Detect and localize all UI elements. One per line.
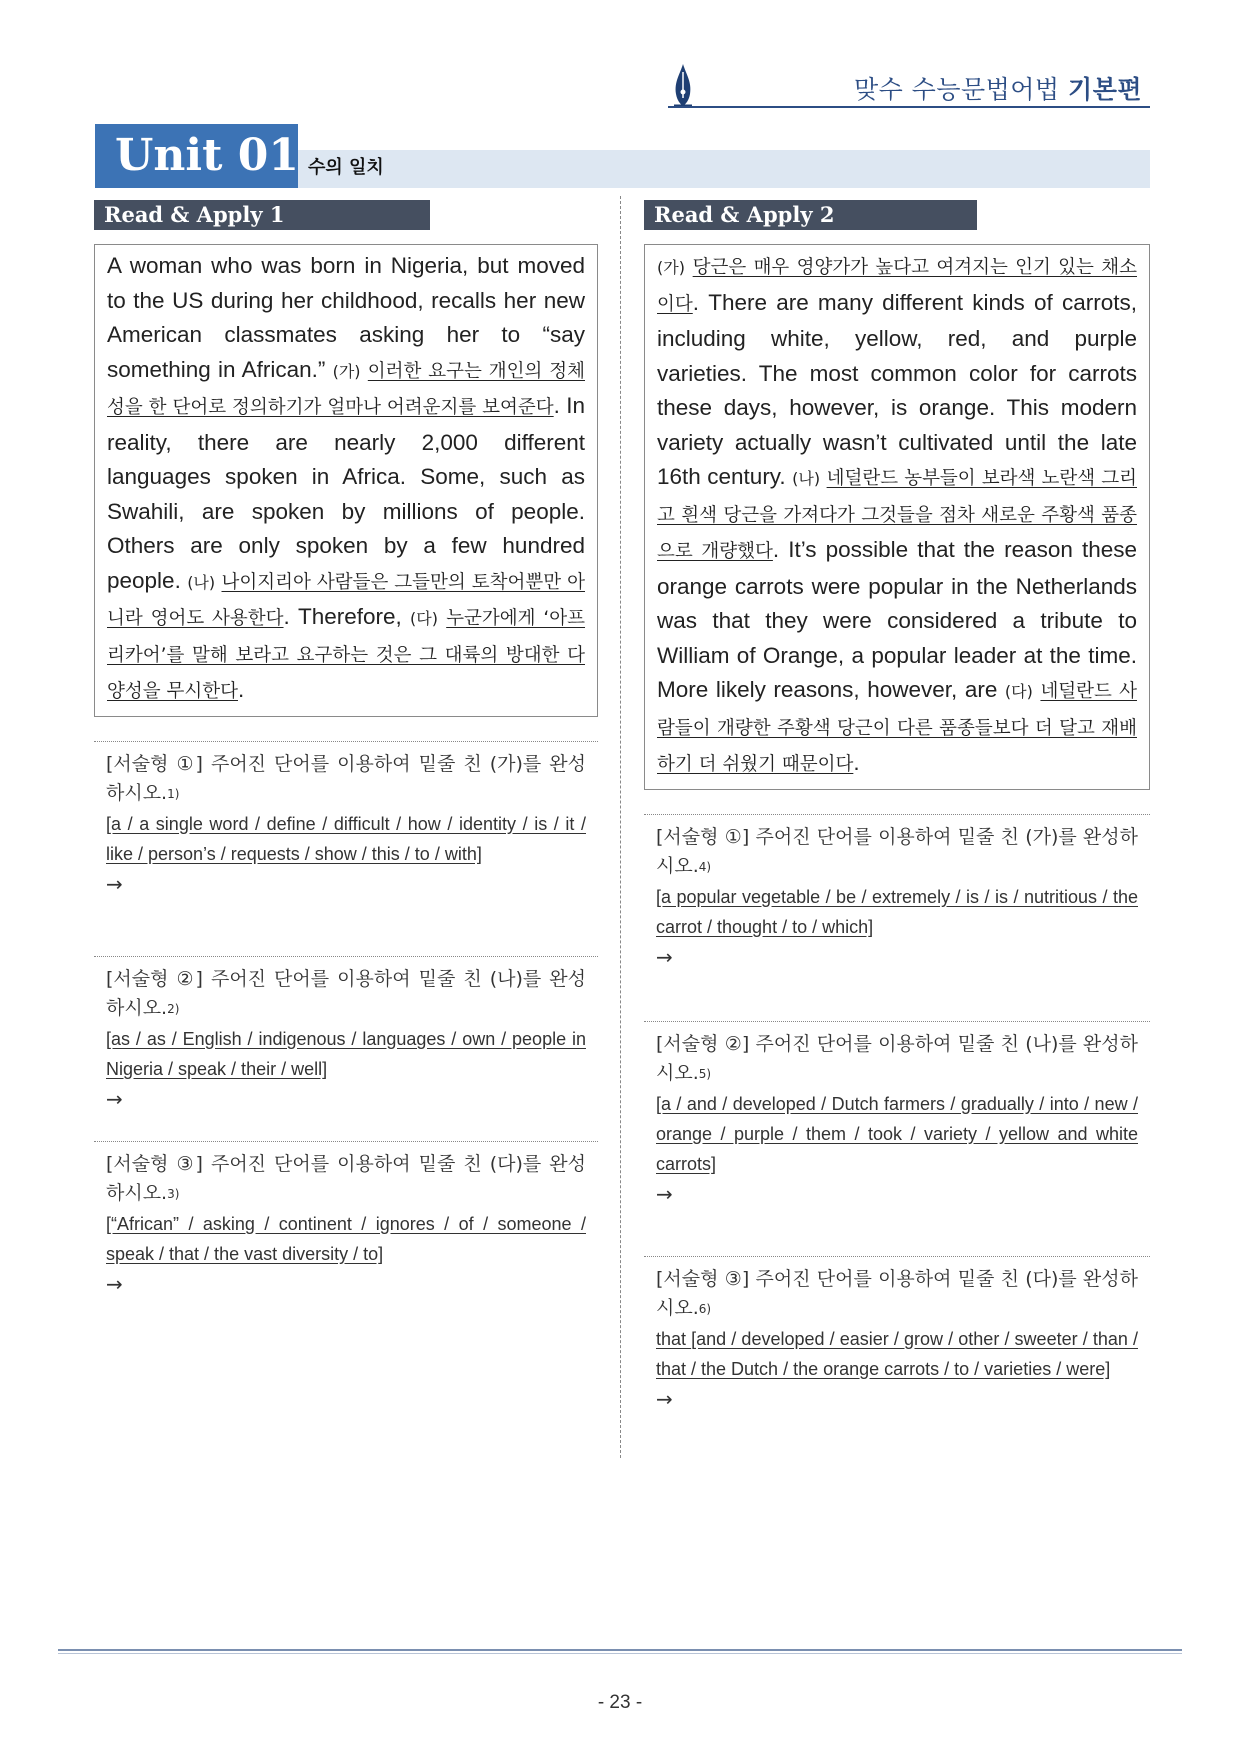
underlined-korean: 누군가에게 ‘아프리카어’를 말해 보라고 요구하는 것은 그 대륙의 방대한 다양성을 무시한다: [107, 608, 586, 702]
left-column: [94, 200, 598, 1300]
underlined-korean: 네덜란드 농부들이 보라색 노란색 그리고 흰색 당근을 가져다가 그것들을 점차 새로운 주황색 품종으로 개량했다: [657, 468, 1137, 562]
passage-text: A woman who was born in Nigeria, but moved to the US during her childhood, recalls her new American classmates asking her to “say something in African.”: [107, 253, 585, 382]
passage-text: . It’s possible that the reason these orange carrots were popular in the Netherlands was that they were considered a tribute to William of Orange, a popular leader at the time. More likely reasons, however, are: [657, 537, 1137, 702]
question-prompt: [서술형 ①] 주어진 단어를 이용하여 밑줄 친 (가)를 완성하시오.$^{4)}$: [656, 825, 1138, 877]
page-number: - 23 -: [597, 1692, 643, 1713]
question-block: [94, 741, 598, 956]
book-header: [668, 62, 1150, 112]
answer-arrow-icon: →: [106, 871, 123, 896]
underlined-korean: 당근은 매우 영양가가 높다고 여겨지는 인기 있는 채소이다: [657, 257, 1137, 315]
question-prompt: [서술형 ②] 주어진 단어를 이용하여 밑줄 친 (나)를 완성하시오.$^{2)}$: [106, 967, 586, 1019]
answer-arrow-icon: →: [656, 1181, 673, 1206]
passage-text: . Therefore,: [283, 604, 411, 629]
question-prompt: [서술형 ②] 주어진 단어를 이용하여 밑줄 친 (나)를 완성하시오.$^{5)}$: [656, 1032, 1138, 1084]
answer-arrow-icon: →: [656, 944, 673, 969]
reading-passage: [94, 244, 598, 717]
word-bank: [“African” / asking / continent / ignores / of / someone / speak / that / the vast diversity / to]: [106, 1213, 586, 1264]
question-block: [644, 1256, 1150, 1445]
footnote-marker: 6): [698, 1301, 712, 1316]
answer-arrow-icon: →: [106, 1086, 123, 1111]
answer-arrow-icon: →: [106, 1271, 123, 1296]
word-bank-prefix: that: [656, 1328, 692, 1349]
question-prompt: [서술형 ③] 주어진 단어를 이용하여 밑줄 친 (다)를 완성하시오.$^{3)}$: [106, 1152, 586, 1204]
word-bank: [as / as / English / indigenous / languages / own / people in Nigeria / speak / their / well]: [106, 1028, 586, 1079]
footnote-marker: 3): [167, 1186, 180, 1201]
underlined-korean: 나이지리아 사람들은 그들만의 토착어뿐만 아니라 영어도 사용한다: [107, 571, 585, 629]
footnote-marker: 2): [167, 1001, 180, 1016]
footnote-marker: 4): [698, 859, 712, 874]
passage-marker: (가): [657, 258, 685, 277]
word-bank: that [and / developed / easier / grow / other / sweeter / than / that / the Dutch / the orange carrots / to / varieties / were]: [656, 1328, 1138, 1379]
question-block: [94, 1141, 598, 1300]
header-underline: [668, 106, 1150, 108]
passage-marker: (다): [410, 609, 438, 628]
question-block: [94, 956, 598, 1141]
answer-arrow-icon: →: [656, 1386, 673, 1411]
footnote-marker: 1): [167, 786, 180, 801]
unit-label-box: [95, 124, 298, 188]
passage-text: . There are many different kinds of carrots, including white, yellow, red, and purple varieties. The most common color for carrots these days, however, is orange. This modern variety actually wasn’t cultivated until the late 16th century.: [657, 289, 1137, 489]
question-block: [644, 814, 1150, 1021]
unit-subtitle: 수의 일치: [308, 157, 384, 178]
right-column: [644, 200, 1150, 1445]
passage-marker: (가): [332, 361, 361, 381]
question-prompt: [서술형 ①] 주어진 단어를 이용하여 밑줄 친 (가)를 완성하시오.$^{1)}$: [106, 752, 586, 804]
underlined-korean: 이러한 요구는 개인의 정체성을 한 단어로 정의하기가 얼마나 어려운지를 보여준다: [107, 360, 585, 418]
book-title: [854, 70, 1142, 106]
unit-label: Unit 01: [115, 130, 299, 181]
word-bank: [a / and / developed / Dutch farmers / gradually / into / new / orange / purple / them / took / variety / yellow and white carrots]: [656, 1093, 1138, 1174]
question-block: [644, 1021, 1150, 1256]
underlined-korean: 네덜란드 사람들이 개량한 주황색 당근이 다른 품종들보다 더 달고 재배하기 더 쉬웠기 때문이다: [657, 681, 1137, 775]
footnote-marker: 5): [698, 1066, 712, 1081]
passage-marker: (나): [792, 469, 821, 488]
column-divider: [620, 196, 621, 1458]
reading-passage: [644, 244, 1150, 790]
footer-rule: [58, 1653, 1182, 1654]
passage-text: .: [237, 677, 245, 702]
passage-text: .: [853, 750, 860, 775]
footer-rule: [58, 1649, 1182, 1651]
passage-text: . In reality, there are nearly 2,000 different languages spoken in Africa. Some, such as Swahili, are spoken by millions of people. Others are only spoken by a few hundred people.: [107, 393, 585, 593]
section-title: Read & Apply 1: [94, 200, 430, 230]
book-title-prefix: 맞수 수능문법어법: [853, 75, 1060, 104]
pen-nib-logo-icon: [668, 62, 698, 108]
passage-marker: (나): [187, 572, 216, 592]
word-bank: [a / a single word / define / difficult / how / identity / is / it / like / person’s / requests / show / this / to / with]: [106, 813, 586, 864]
section-title: Read & Apply 2: [644, 200, 977, 230]
question-prompt: [서술형 ③] 주어진 단어를 이용하여 밑줄 친 (다)를 완성하시오.$^{6)}$: [656, 1267, 1138, 1319]
word-bank: [a popular vegetable / be / extremely / is / is / nutritious / the carrot / thought / to / which]: [656, 886, 1138, 937]
passage-marker: (다): [1004, 682, 1033, 701]
book-title-bold: 기본편: [1068, 75, 1142, 104]
